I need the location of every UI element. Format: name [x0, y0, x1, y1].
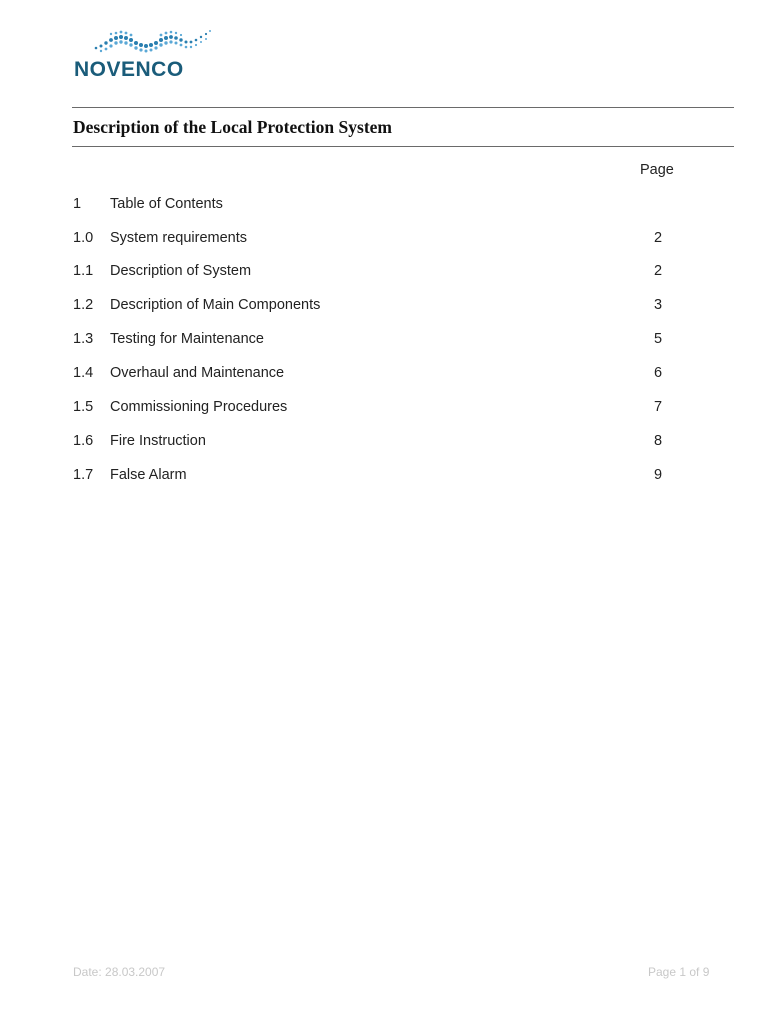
toc-number: 1.5 [73, 399, 94, 415]
toc-number: 1.7 [73, 467, 94, 483]
toc-page: 7 [654, 399, 663, 415]
toc-row[interactable] [0, 263, 768, 283]
toc-row[interactable] [0, 365, 768, 385]
toc-label: Description of Main Components [110, 297, 321, 313]
toc-page: 5 [654, 331, 663, 347]
title-rule-top [72, 107, 734, 108]
toc-page: 3 [654, 297, 663, 313]
toc-page: 9 [654, 467, 663, 483]
toc-label: Description of System [110, 263, 252, 279]
footer-date: Date: 28.03.2007 [73, 965, 166, 979]
toc-number: 1.0 [73, 230, 94, 246]
wave-logo-icon [92, 28, 212, 54]
toc-page: 2 [654, 263, 663, 279]
title-rule-bottom [72, 146, 734, 147]
toc-number: 1 [73, 196, 82, 212]
brand-logo [74, 28, 214, 82]
toc-label: Table of Contents [110, 196, 223, 212]
toc-label: Fire Instruction [110, 433, 206, 449]
toc-label: Commissioning Procedures [110, 399, 288, 415]
footer-page-number: Page 1 of 9 [648, 965, 710, 979]
toc-label: False Alarm [110, 467, 187, 483]
toc-page: 2 [654, 230, 663, 246]
toc-page: 6 [654, 365, 663, 381]
toc-number: 1.3 [73, 331, 94, 347]
toc-row[interactable] [0, 230, 768, 250]
toc-row[interactable] [0, 467, 768, 487]
toc-row[interactable] [0, 297, 768, 317]
toc-label: System requirements [110, 230, 247, 246]
brand-name: NOVENCO [74, 58, 184, 81]
toc-row[interactable] [0, 331, 768, 351]
toc-label: Testing for Maintenance [110, 331, 264, 347]
toc-row[interactable] [0, 196, 768, 216]
toc-number: 1.6 [73, 433, 94, 449]
toc-page: 8 [654, 433, 663, 449]
document-title: Description of the Local Protection System [73, 117, 392, 137]
toc-number: 1.2 [73, 297, 94, 313]
toc-label: Overhaul and Maintenance [110, 365, 285, 381]
page-column-header: Page [640, 162, 674, 178]
toc-number: 1.4 [73, 365, 94, 381]
toc-row[interactable] [0, 399, 768, 419]
toc-number: 1.1 [73, 263, 94, 279]
toc-row[interactable] [0, 433, 768, 453]
